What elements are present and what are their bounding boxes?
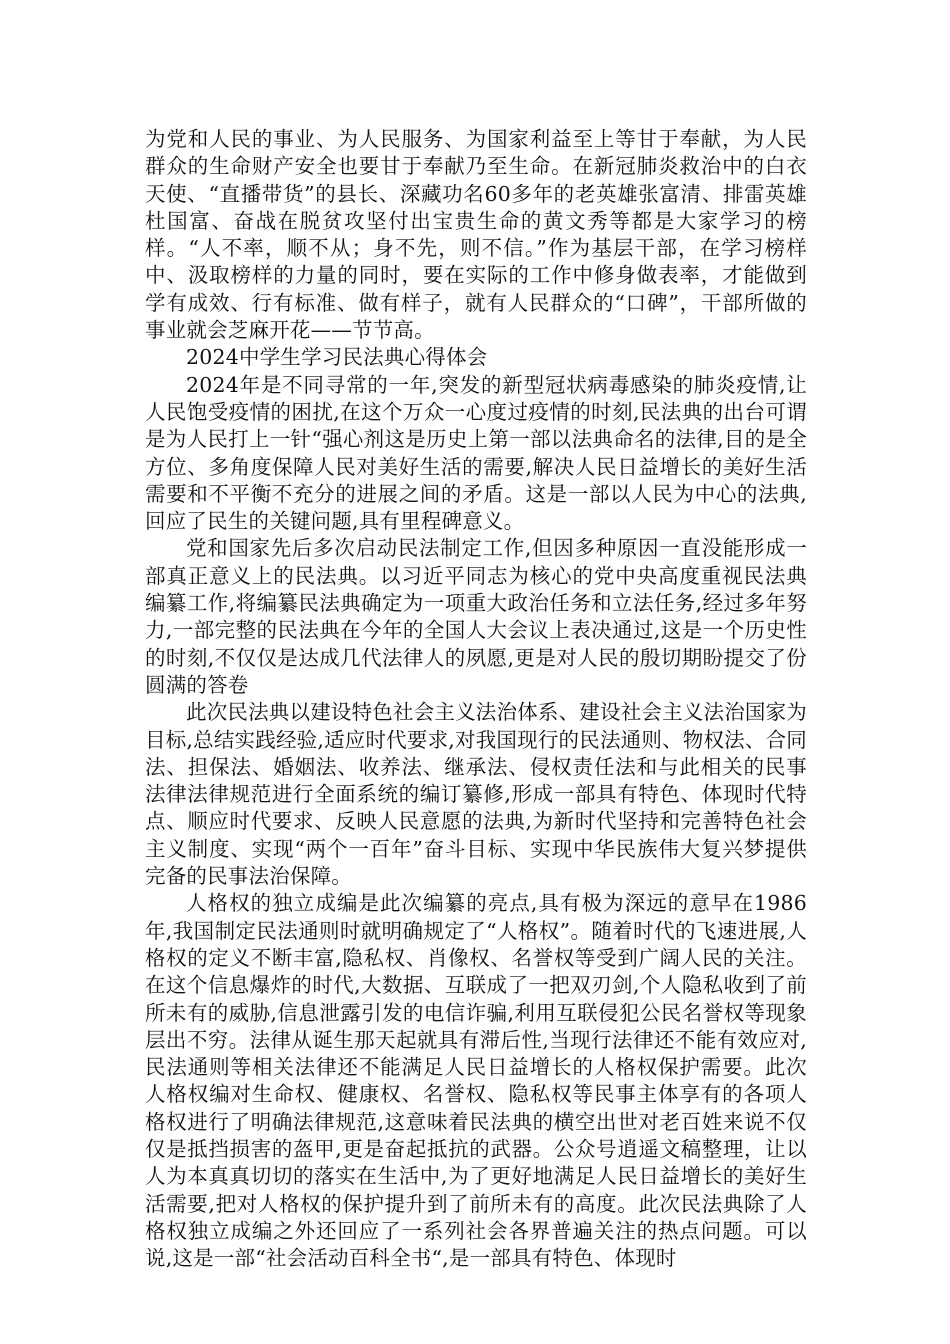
document-page <box>145 126 807 1272</box>
paragraph-goals: 此次民法典以建设特色社会主义法治体系、建设社会主义法治国家为目标,总结实践经验,适应时代要求,对我国现行的民法通则、物权法、合同法、担保法、婚姻法、收养法、继承法、侵权责任法和与此相关的民事法律法律规范进行全面系统的编订纂修,形成一部具有特色、体现时代特点、顺应时代要求、反映人民意愿的法典,为新时代坚持和完善特色社会主义制度、实现“两个一百年”奋斗目标、实现中华民族伟大复兴梦提供完备的民事法治保障。 <box>145 700 807 889</box>
section-heading: 2024中学生学习民法典心得体会 <box>186 345 488 370</box>
paragraph-codification: 党和国家先后多次启动民法制定工作,但因多种原因一直没能形成一部真正意义上的民法典。以习近平同志为核心的党中央高度重视民法典编纂工作,将编纂民法典确定为一项重大政治任务和立法任务,经过多年努力,一部完整的民法典在今年的全国人大会议上表决通过,这是一个历史性的时刻,不仅仅是达成几代法律人的夙愿,更是对人民的殷切期盼提交了份圆满的答卷 <box>145 536 807 697</box>
paragraph-intro: 为党和人民的事业、为人民服务、为国家利益至上等甘于奉献，为人民群众的生命财产安全也要甘于奉献乃至生命。在新冠肺炎救治中的白衣天使、“直播带货”的县长、深藏功名60多年的老英雄张富清、排雷英雄杜国富、奋战在脱贫攻坚付出宝贵生命的黄文秀等都是大家学习的榜样。“人不率，顺不从；身不先，则不信。”作为基层干部，在学习榜样中、汲取榜样的力量的同时，要在实际的工作中修身做表率，才能做到学有成效、行有标准、做有样子，就有人民群众的“口碑”，干部所做的事业就会芝麻开花——节节高。 <box>145 127 807 343</box>
paragraph-personality-rights: 人格权的独立成编是此次编纂的亮点,具有极为深远的意早在1986年,我国制定民法通则时就明确规定了“人格权”。随着时代的飞速进展,人格权的定义不断丰富,隐私权、肖像权、名誉权等受到广阔人民的关注。在这个信息爆炸的时代,大数据、互联成了一把双刃剑,个人隐私收到了前所未有的威胁,信息泄露引发的电信诈骗,利用互联侵犯公民名誉权等现象层出不穷。法律从诞生那天起就具有滞后性,当现行法律还不能有效应对,民法通则等相关法律还不能满足人民日益增长的人格权保护需要。此次人格权编对生命权、健康权、名誉权、隐私权等民事主体享有的各项人格权进行了明确法律规范,这意味着民法典的横空出世对老百姓来说不仅仅是抵挡损害的盔甲,更是奋起抵抗的武器。公众号逍遥文稿整理，让以人为本真真切切的落实在生活中,为了更好地满足人民日益增长的美好生活需要,把对人格权的保护提升到了前所未有的高度。此次民法典除了人格权独立成编之外还回应了一系列社会各界普遍关注的热点问题。可以说,这是一部“社会活动百科全书“,是一部具有特色、体现时 <box>145 891 807 1271</box>
paragraph-2024: 2024年是不同寻常的一年,突发的新型冠状病毒感染的肺炎疫情,让人民饱受疫情的困扰,在这个万众一心度过疫情的时刻,民法典的出台可谓是为人民打上一针“强心剂这是历史上第一部以法典命名的法律,目的是全方位、多角度保障人民对美好生活的需要,解决人民日益增长的美好生活需要和不平衡不充分的进展之间的矛盾。这是一部以人民为中心的法典,回应了民生的关键问题,具有里程碑意义。 <box>145 372 807 534</box>
